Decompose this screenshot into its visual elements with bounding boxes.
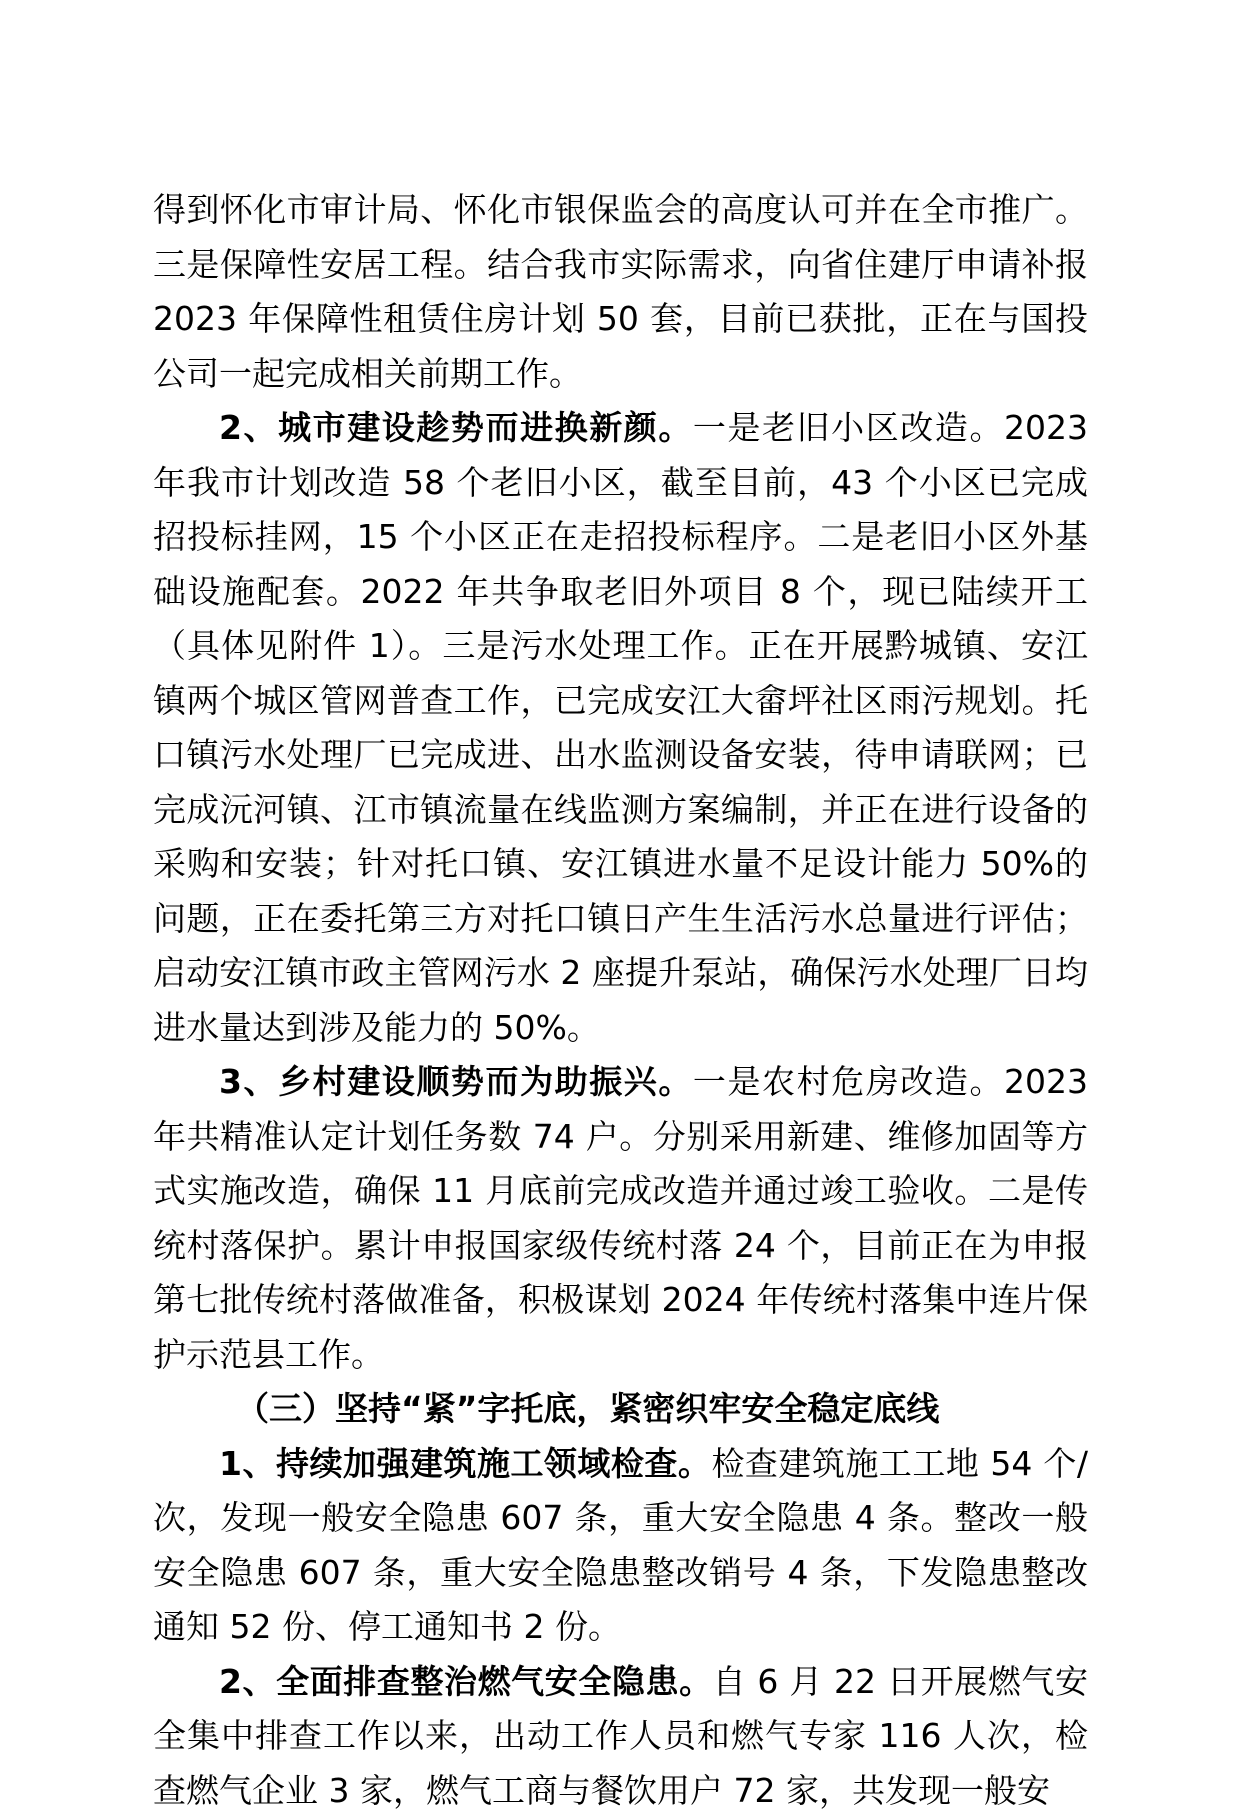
paragraph-gas-safety — [153, 1655, 1088, 1818]
paragraph-text: 一是老旧小区改造。2023 年我市计划改造 58 个老旧小区，截至目前，43 个小区已完成招投标挂网，15 个小区正在走招投标程序。二是老旧小区外基础设施配套。2022 年共争取老旧外项目 8 个，现已陆续开工（具体见附件 1）。三是污水处理工作。正在开展黔城镇、安江镇两个城区管网普查工作，已完成安江大畲坪社区雨污规划。托口镇污水处理厂已完成进、出水监测设备安装，待申请联网；已完成沅河镇、江市镇流量在线监测方案编制，并正在进行设备的采购和安装；针对托口镇、安江镇进水量不足设计能力 50%的问题，正在委托第三方对托口镇日产生生活污水总量进行评估；启动安江镇市政主管网污水 2 座提升泵站，确保污水处理厂日均进水量达到涉及能力的 50%。 — [153, 408, 1088, 1047]
paragraph-text: 检查建筑施工工地 54 个/次，发现一般安全隐患 607 条，重大安全隐患 4 条。整改一般安全隐患 607 条，重大安全隐患整改销号 4 条，下发隐患整改通知 52 份、停工通知书 2 份。 — [153, 1444, 1088, 1647]
document-body — [153, 183, 1088, 1818]
paragraph-housing-continued: 得到怀化市审计局、怀化市银保监会的高度认可并在全市推广。三是保障性安居工程。结合我市实际需求，向省住建厅申请补报 2023 年保障性租赁住房计划 50 套，目前已获批，正在与国投公司一起完成相关前期工作。 — [153, 183, 1088, 401]
paragraph-urban-construction — [153, 401, 1088, 1055]
paragraph-rural-construction — [153, 1055, 1088, 1382]
paragraph-heading: 1、持续加强建筑施工领域检查。 — [219, 1444, 711, 1483]
section-title: （三）坚持“紧”字托底，紧密织牢安全稳定底线 — [153, 1382, 1088, 1437]
paragraph-text: 自 6 月 22 日开展燃气安全集中排查工作以来，出动工作人员和燃气专家 116 人次，检查燃气企业 3 家，燃气工商与餐饮用户 72 家，共发现一般安 — [153, 1662, 1088, 1810]
paragraph-heading: 2、全面排查整治燃气安全隐患。 — [219, 1662, 713, 1701]
paragraph-construction-inspection — [153, 1437, 1088, 1655]
paragraph-heading: 2、城市建设趁势而进换新颜。 — [219, 408, 693, 447]
paragraph-text: 一是农村危房改造。2023 年共精准认定计划任务数 74 户。分别采用新建、维修加固等方式实施改造，确保 11 月底前完成改造并通过竣工验收。二是传统村落保护。累计申报国家级传统村落 24 个，目前正在为申报第七批传统村落做准备，积极谋划 2024 年传统村落集中连片保护示范县工作。 — [153, 1062, 1088, 1374]
paragraph-heading: 3、乡村建设顺势而为助振兴。 — [219, 1062, 693, 1101]
